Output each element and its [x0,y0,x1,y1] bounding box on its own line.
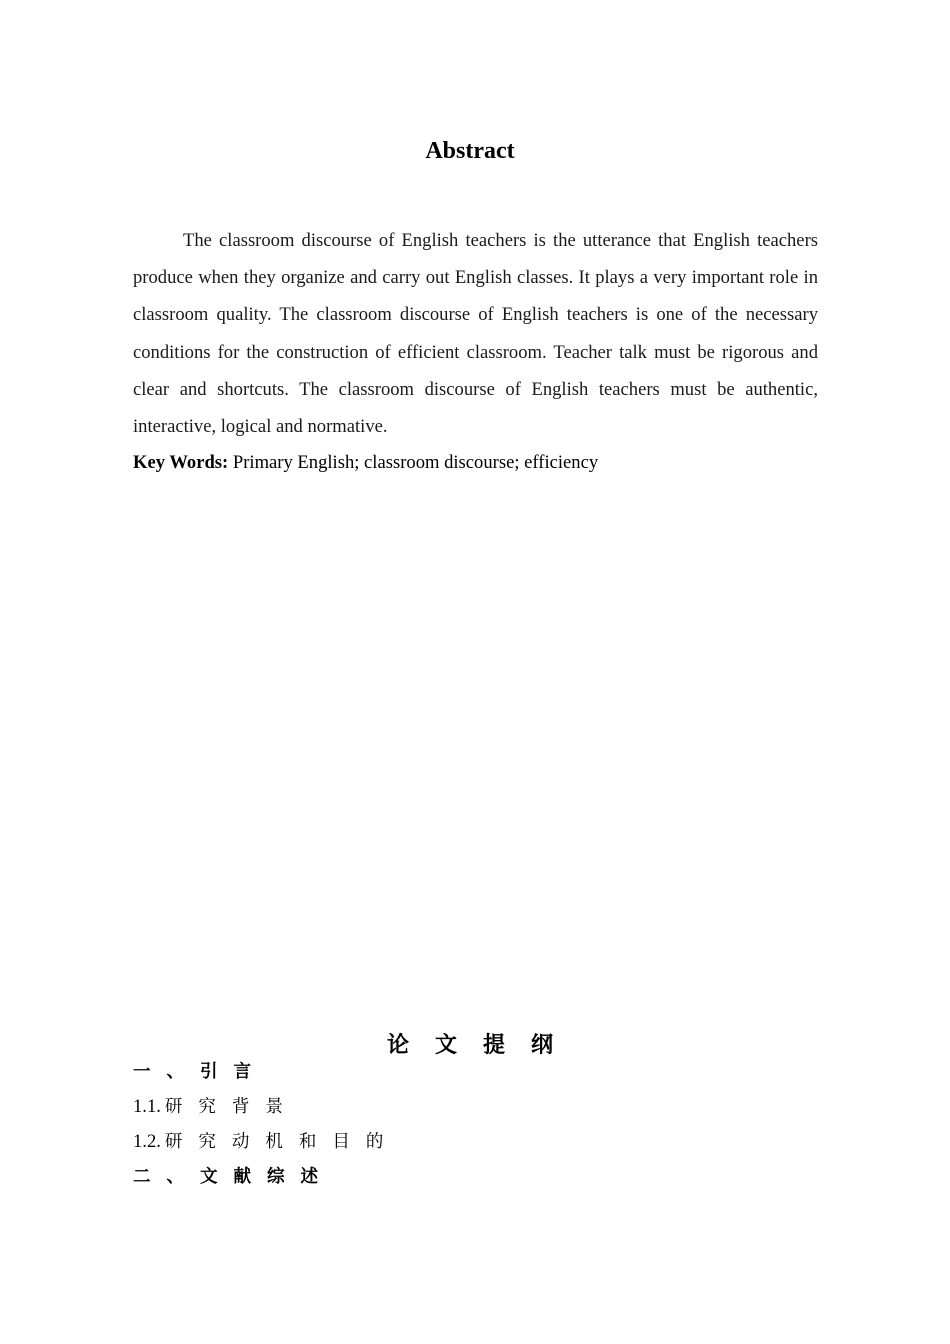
outline-item-research-motivation [133,1128,399,1155]
abstract-title: Abstract [425,138,515,164]
outline-title: 论文提纲 [386,1033,579,1058]
keywords-label: Key Words: [133,452,229,473]
outline-item-number: 1.2. [133,1131,161,1152]
keywords-line [133,450,818,476]
outline-item-research-background [133,1093,299,1120]
outline-item-text: 研究背景 [164,1097,299,1117]
outline-item-number: 1.1. [133,1096,161,1117]
keywords-text: Primary English; classroom discourse; efficiency [232,452,599,473]
outline-item-text: 研究动机和目的 [164,1132,400,1152]
abstract-body: The classroom discourse of English teachers is the utterance that English teachers produce when they organize and carry out English classes. It plays a very important role in classroom quality. The classroom discourse of English teachers is one of the necessary conditions for the construction of efficient classroom. Teacher talk must be rigorous and clear and shortcuts. The classroom discourse of English teachers must be authentic, interactive, logical and normative. [133,230,818,438]
outline-item-literature-review: 二、文献综述 [133,1167,334,1187]
outline-item-introduction: 一、引言 [133,1062,267,1082]
